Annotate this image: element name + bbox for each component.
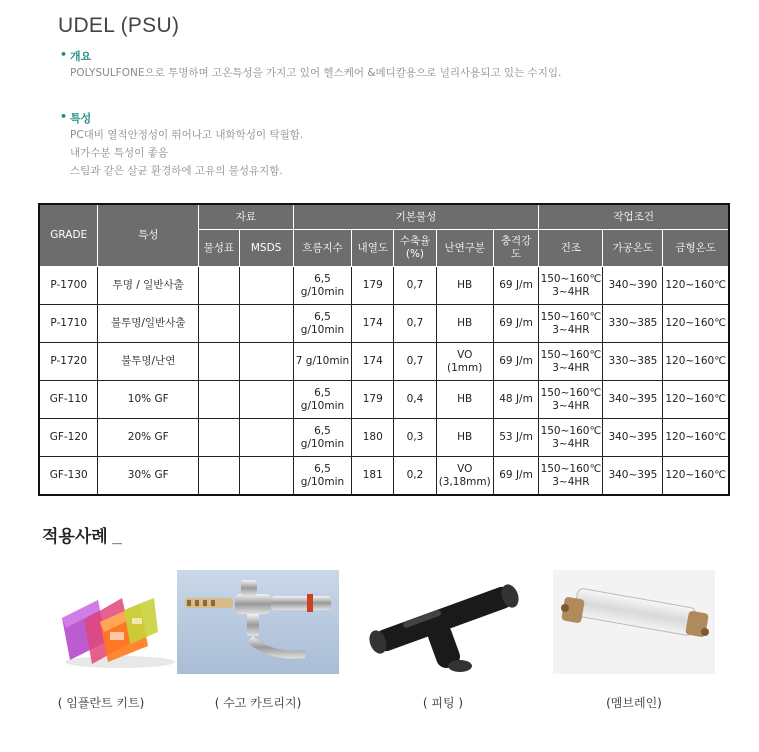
cell-shrinkage: 0,7: [394, 267, 437, 305]
header-property: 특성: [98, 204, 199, 267]
cell-heat-resistance: 174: [352, 343, 394, 381]
applications-title: 적용사례 _: [42, 527, 122, 546]
caption-faucet-cartridge: ( 수고 카트리지): [214, 696, 302, 710]
cell-property: 불투명/난연: [98, 343, 199, 381]
cell-melt-flow: 6,5 g/10min: [293, 419, 352, 457]
cell-impact-strength: 69 J/m: [493, 457, 539, 495]
table-row: [39, 267, 729, 305]
table-row: [39, 343, 729, 381]
cell-datasheet[interactable]: [199, 457, 240, 495]
header-mold-temp: 금형온도: [663, 230, 729, 267]
cell-msds[interactable]: [239, 381, 293, 419]
cell-heat-resistance: 180: [352, 419, 394, 457]
cell-flame-rating: HB: [436, 305, 493, 343]
cell-drying: 150~160℃ 3~4HR: [539, 457, 603, 495]
tee-fitting-photo: [362, 570, 524, 674]
cell-shrinkage: 0,7: [394, 305, 437, 343]
cell-shrinkage: 0,2: [394, 457, 437, 495]
cell-mold-temp: 120~160℃: [663, 419, 729, 457]
features-label: 특성: [70, 112, 92, 125]
cell-grade: P-1700: [39, 267, 98, 305]
cell-drying: 150~160℃ 3~4HR: [539, 343, 603, 381]
cell-mold-temp: 120~160℃: [663, 381, 729, 419]
cell-property: 20% GF: [98, 419, 199, 457]
caption-fitting: ( 피팅 ): [422, 696, 464, 710]
cell-melt-flow: 6,5 g/10min: [293, 305, 352, 343]
cell-impact-strength: 53 J/m: [493, 419, 539, 457]
cell-shrinkage: 0,4: [394, 381, 437, 419]
cell-msds[interactable]: [239, 457, 293, 495]
cell-datasheet[interactable]: [199, 343, 240, 381]
cell-impact-strength: 69 J/m: [493, 305, 539, 343]
cell-property: 30% GF: [98, 457, 199, 495]
spec-table: [38, 203, 730, 496]
overview-label: 개요: [70, 50, 92, 63]
cell-mold-temp: 120~160℃: [663, 343, 729, 381]
table-row: [39, 457, 729, 495]
membrane-module-photo: [553, 570, 715, 674]
header-process-conditions: 작업조건: [539, 204, 729, 230]
cell-processing-temp: 340~395: [603, 381, 663, 419]
cell-melt-flow: 7 g/10min: [293, 343, 352, 381]
cell-grade: GF-110: [39, 381, 98, 419]
cell-shrinkage: 0,3: [394, 419, 437, 457]
cell-impact-strength: 69 J/m: [493, 343, 539, 381]
header-basic-properties: 기본물성: [293, 204, 539, 230]
header-datasheet: 물성표: [199, 230, 240, 267]
cell-datasheet[interactable]: [199, 381, 240, 419]
cell-datasheet[interactable]: [199, 419, 240, 457]
cell-property: 10% GF: [98, 381, 199, 419]
header-impact-strength: 충격강 도: [493, 230, 539, 267]
page-title: UDEL (PSU): [58, 14, 180, 37]
cell-melt-flow: 6,5 g/10min: [293, 267, 352, 305]
cell-processing-temp: 340~395: [603, 419, 663, 457]
features-heading: [62, 110, 303, 126]
header-shrinkage: 수축율 (%): [394, 230, 437, 267]
cell-melt-flow: 6,5 g/10min: [293, 381, 352, 419]
cell-mold-temp: 120~160℃: [663, 305, 729, 343]
header-processing-temp: 가공온도: [603, 230, 663, 267]
header-grade: GRADE: [39, 204, 98, 267]
header-melt-flow: 흐름지수: [293, 230, 352, 267]
cell-grade: P-1710: [39, 305, 98, 343]
header-documents: 자료: [199, 204, 294, 230]
cell-property: 투명 / 일반사출: [98, 267, 199, 305]
cell-impact-strength: 69 J/m: [493, 267, 539, 305]
caption-implant-kit: ( 임플란트 키트): [57, 696, 145, 710]
cell-shrinkage: 0,7: [394, 343, 437, 381]
cell-processing-temp: 340~395: [603, 457, 663, 495]
cell-msds[interactable]: [239, 343, 293, 381]
table-row: [39, 305, 729, 343]
bullet-icon: •: [60, 110, 68, 123]
overview-heading: [62, 48, 561, 64]
cell-msds[interactable]: [239, 267, 293, 305]
cell-grade: P-1720: [39, 343, 98, 381]
header-flame-rating: 난연구분: [436, 230, 493, 267]
cell-impact-strength: 48 J/m: [493, 381, 539, 419]
faucet-cartridge-photo: [177, 570, 339, 674]
feature-line: PC대비 열적안정성이 뛰어나고 내화학성이 탁월함.: [70, 129, 304, 141]
cell-heat-resistance: 179: [352, 381, 394, 419]
caption-membrane: (멤브레인): [606, 696, 662, 710]
cell-drying: 150~160℃ 3~4HR: [539, 305, 603, 343]
cell-drying: 150~160℃ 3~4HR: [539, 267, 603, 305]
cell-grade: GF-120: [39, 419, 98, 457]
cell-flame-rating: VO (3,18mm): [436, 457, 493, 495]
overview-text: POLYSULFONE으로 투명하며 고온특성을 가지고 있어 헬스케어 &메디칼용으로 널리사용되고 있는 수지임.: [70, 67, 562, 79]
cell-drying: 150~160℃ 3~4HR: [539, 419, 603, 457]
cell-processing-temp: 330~385: [603, 343, 663, 381]
cell-grade: GF-130: [39, 457, 98, 495]
cell-mold-temp: 120~160℃: [663, 267, 729, 305]
bullet-icon: •: [60, 48, 68, 61]
cell-datasheet[interactable]: [199, 267, 240, 305]
cell-mold-temp: 120~160℃: [663, 457, 729, 495]
cell-flame-rating: VO (1mm): [436, 343, 493, 381]
cell-flame-rating: HB: [436, 381, 493, 419]
cell-flame-rating: HB: [436, 419, 493, 457]
cell-msds[interactable]: [239, 419, 293, 457]
cell-processing-temp: 340~390: [603, 267, 663, 305]
features-section: [62, 110, 303, 180]
cell-property: 불투명/일반사출: [98, 305, 199, 343]
cell-msds[interactable]: [239, 305, 293, 343]
cell-flame-rating: HB: [436, 267, 493, 305]
cell-heat-resistance: 174: [352, 305, 394, 343]
header-msds: MSDS: [239, 230, 293, 267]
table-row: [39, 381, 729, 419]
header-heat-resistance: 내열도: [352, 230, 394, 267]
cell-datasheet[interactable]: [199, 305, 240, 343]
header-drying: 건조: [539, 230, 603, 267]
feature-line: 내가수분 특성이 좋음: [70, 147, 168, 159]
overview-section: [62, 48, 561, 82]
cell-heat-resistance: 181: [352, 457, 394, 495]
cell-melt-flow: 6,5 g/10min: [293, 457, 352, 495]
cell-heat-resistance: 179: [352, 267, 394, 305]
table-row: [39, 419, 729, 457]
feature-line: 스팀과 같은 살균 환경하에 고유의 물성유지함.: [70, 165, 283, 177]
cell-drying: 150~160℃ 3~4HR: [539, 381, 603, 419]
cell-processing-temp: 330~385: [603, 305, 663, 343]
